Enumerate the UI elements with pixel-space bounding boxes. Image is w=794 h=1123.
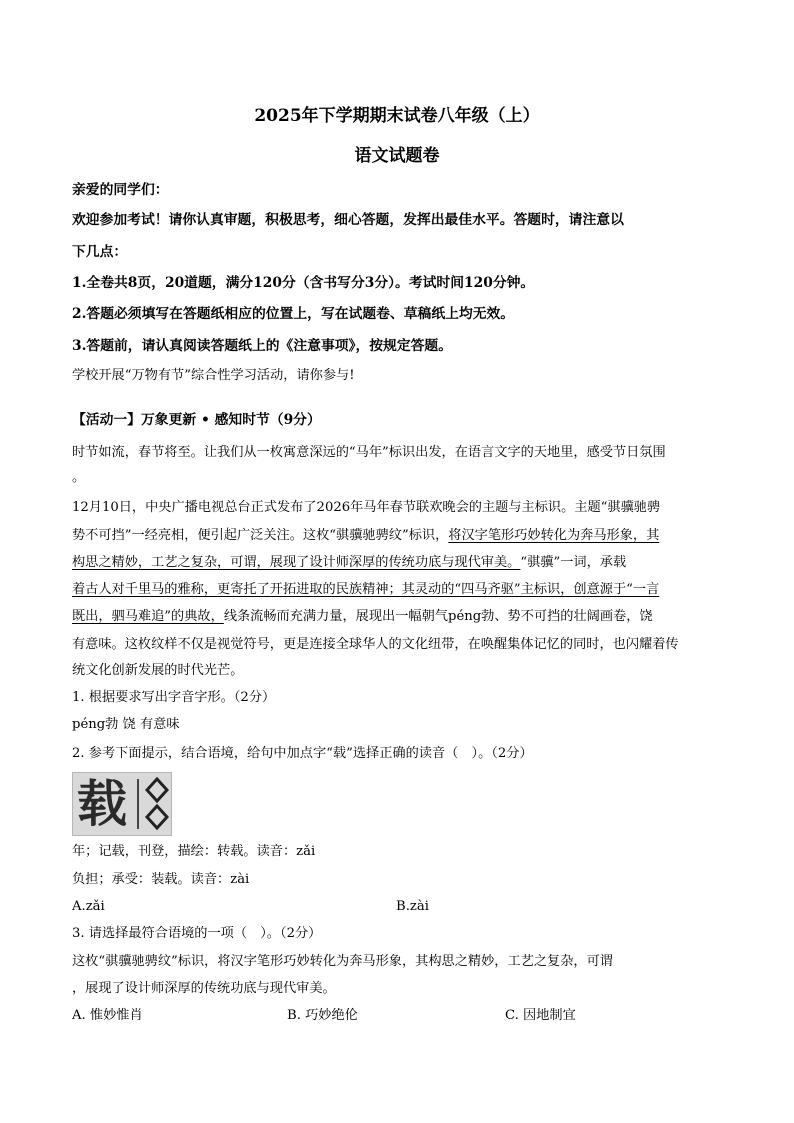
question-2-prompt: 2. 参考下面提示，结合语境，给句中加点字“载”选择正确的读音（ ）。（2分） — [72, 746, 533, 761]
question-3-option-b[interactable]: B. 巧妙绝伦 — [287, 1008, 358, 1023]
paragraph-2-line-3 — [72, 554, 722, 572]
paragraph-1-line-1: 时节如流，春节将至。让我们从一枚寓意深远的“马年”标识出发，在语言文字的天地里，感受节日氛围 — [72, 445, 666, 460]
question-1-prompt: 1. 根据要求写出字音字形。（2分） — [72, 690, 276, 705]
greeting: 亲爱的同学们： — [72, 182, 169, 198]
paragraph-text: “骐骥”一词，承载 — [520, 555, 627, 570]
underlined-text: 将汉字笔形巧妙转化为奔马形象，其 — [448, 528, 660, 543]
paragraph-2-line-1: 12月10日，中央广播电视总台正式发布了2026年马年春节联欢晚会的主题与主标识。主题“骐骥驰骋 — [72, 500, 661, 515]
underlined-text: 构思之精妙，工艺之复杂，可谓，展现了设计师深厚的传统功底与现代审美。 — [72, 555, 521, 570]
paragraph-1-line-2: 。 — [72, 470, 86, 485]
activity-intro: 学校开展“万物有节”综合性学习活动，请你参与! — [72, 368, 355, 383]
question-3-option-c[interactable]: C. 因地制宜 — [505, 1008, 576, 1023]
page-subtitle: 语文试题卷 — [354, 146, 440, 166]
paragraph-2-line-2 — [72, 527, 722, 545]
question-3-context-line-2: ，展现了设计师深厚的传统功底与现代审美。 — [72, 981, 336, 996]
definition-2: 负担；承受：装载。读音：zài — [72, 872, 250, 887]
paragraph-2-line-4: 着古人对千里马的雅称，更寄托了开拓进取的民族精神；其灵动的“四马齐驱”主标识，创意源于“一言 — [72, 582, 660, 597]
paragraph-text: 线条流畅而充满力量，展现出一幅朝气péng勃、势不可挡的壮阔画卷，饶 — [223, 609, 653, 624]
page-title: 2025年下学期期末试卷八年级（上） — [254, 106, 540, 126]
paragraph-text: 势不可挡”一经亮相，便引起广泛关注。这枚“骐骥驰骋纹”标识， — [72, 528, 449, 543]
divider-bar — [137, 779, 139, 829]
underlined-text: 既出，驷马难追”的典故， — [72, 609, 224, 624]
rule-2: 2.答题必须填写在答题纸相应的位置上，写在试题卷、草稿纸上均无效。 — [72, 306, 515, 322]
paragraph-2-line-7: 统文化创新发展的时代光芒。 — [72, 663, 244, 678]
intro-line-1: 欢迎参加考试！请你认真审题，积极思考，细心答题，发挥出最佳水平。答题时，请注意以 — [72, 212, 624, 228]
question-3-option-a[interactable]: A. 惟妙惟肖 — [72, 1008, 143, 1023]
dictionary-glyph-image — [72, 772, 172, 836]
rule-1: 1.全卷共8页，20道题，满分120分（含书写分3分）。考试时间120分钟。 — [72, 275, 535, 291]
definition-1: 年；记载，刊登，描绘：转载。读音：zǎi — [72, 844, 316, 859]
paragraph-2-line-6: 有意味。这枚纹样不仅是视觉符号，更是连接全球华人的文化纽带，在唤醒集体记忆的同时，也闪耀着传 — [72, 637, 679, 652]
rule-3: 3.答题前，请认真阅读答题纸上的《注意事项》，按规定答题。 — [72, 338, 453, 354]
question-3-prompt: 3. 请选择最符合语境的一项（ ）。（2分） — [72, 926, 322, 941]
question-3-context-line-1: 这枚“骐骥驰骋纹”标识，将汉字笔形巧妙转化为奔马形象，其构思之精妙，工艺之复杂，可谓 — [72, 954, 613, 969]
diamond-icon — [145, 777, 169, 831]
activity1-heading: 【活动一】万象更新 • 感知时节（9分） — [72, 412, 321, 428]
paragraph-2-line-5 — [72, 608, 722, 626]
question-2-option-a[interactable]: A.zǎi — [72, 899, 105, 914]
glyph-character: 载 — [77, 775, 127, 833]
question-1-items: péng勃 饶 有意味 — [72, 717, 180, 732]
intro-line-2: 下几点： — [72, 244, 128, 260]
question-2-option-b[interactable]: B.zài — [396, 899, 429, 914]
